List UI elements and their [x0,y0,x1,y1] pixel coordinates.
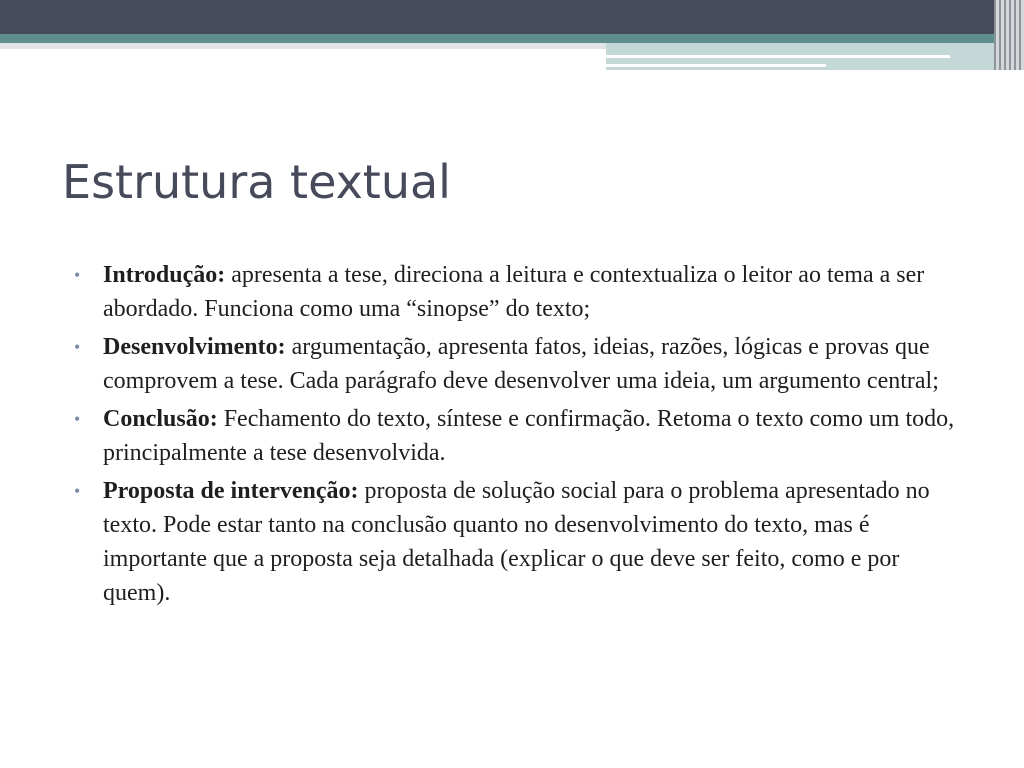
bullet-lead: Proposta de intervenção: [103,478,359,504]
bullet-text: Fechamento do texto, síntese e confirmação. Retoma o texto como um todo, principalmente a tese desenvolvida. [103,406,955,466]
header-teal-bar [0,34,1024,43]
bullet-text: proposta de solução social para o problema apresentado no texto. Pode estar tanto na conclusão quanto no desenvolvimento do texto, mas é importante que a proposta seja detalhada (explicar o que deve ser feito, como e por quem). [103,478,930,606]
bullet-list [74,258,962,614]
header-striped-strip [994,0,1024,70]
header-decor-line [606,55,950,58]
bullet-lead: Conclusão: [103,406,218,432]
bullet-dot-icon: • [74,337,81,357]
header-decor-line [606,64,826,67]
bullet-item-conclusao [74,402,962,470]
bullet-lead: Introdução: [103,262,226,288]
bullet-text: apresenta a tese, direciona a leitura e contextualiza o leitor ao tema a ser abordado. Funciona como uma “sinopse” do texto; [103,262,925,322]
slide-title: Estrutura textual [62,155,451,209]
bullet-item-desenvolvimento [74,330,962,398]
bullet-item-introducao [74,258,962,326]
bullet-text: argumentação, apresenta fatos, ideias, razões, lógicas e provas que comprovem a tese. Cada parágrafo deve desenvolver uma ideia, um argumento central; [103,334,939,394]
bullet-dot-icon: • [74,481,81,501]
bullet-item-proposta [74,474,962,610]
bullet-dot-icon: • [74,409,81,429]
bullet-lead: Desenvolvimento: [103,334,286,360]
header-light-bar [0,43,606,49]
bullet-dot-icon: • [74,265,81,285]
header-dark-bar [0,0,1024,34]
